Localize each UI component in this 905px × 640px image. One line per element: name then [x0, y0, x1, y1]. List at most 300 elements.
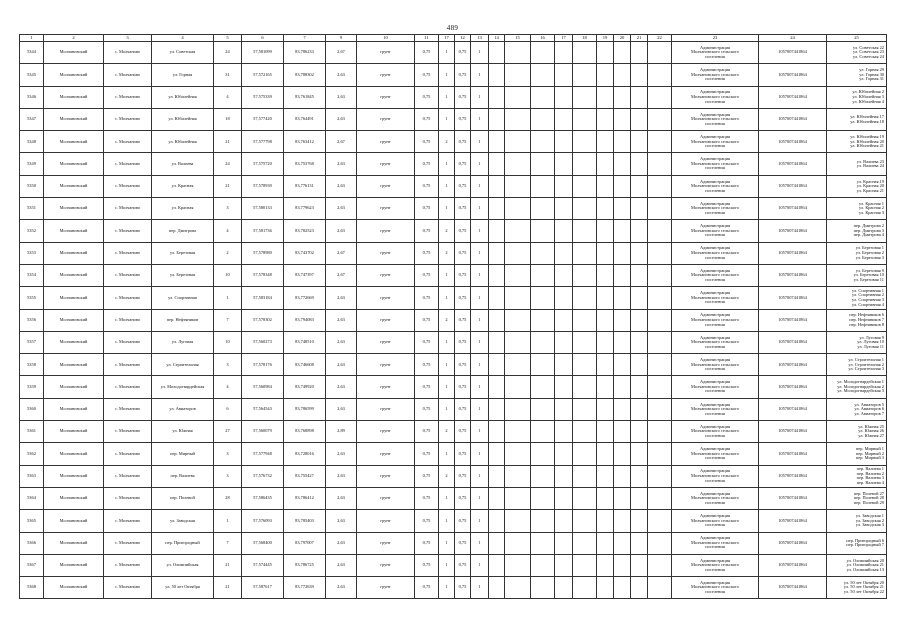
house-cell: 7 — [214, 309, 242, 331]
empty-cell — [505, 264, 531, 286]
owner-line: поселения — [705, 455, 725, 461]
longitude-cell: 83,746608 — [284, 354, 326, 376]
house-cell: 4 — [214, 376, 242, 398]
address-line: пер. Нефтяников 8 — [849, 321, 884, 327]
owner-line: Администрация — [699, 156, 731, 162]
empty-cell — [648, 153, 672, 175]
empty-cell — [573, 510, 597, 532]
address-line: пер. Дмитрова 2 — [853, 223, 884, 229]
address-line: ул. Березовая 9 — [855, 267, 884, 273]
width-cell: 2,67 — [326, 42, 357, 64]
owner-line: Молчановского сельского — [691, 272, 739, 278]
empty-cell — [555, 64, 573, 86]
house-cell: 24 — [214, 42, 242, 64]
address-line: ул. Красная 20 — [856, 183, 884, 189]
longitude-cell: 83,788302 — [284, 64, 326, 86]
owner-line: Молчановского сельского — [691, 160, 739, 166]
value-cell: 1 — [471, 309, 489, 331]
district-cell: Молчановский — [44, 175, 104, 197]
district-cell: Молчановский — [44, 86, 104, 108]
value-cell: 1 — [439, 510, 455, 532]
owner-line: Молчановского сельского — [691, 539, 739, 545]
house-cell: 2 — [214, 242, 242, 264]
ogrn-cell: 1057007441864 — [759, 376, 827, 398]
row-number-cell: 5358 — [20, 354, 44, 376]
row-number-cell: 5351 — [20, 198, 44, 220]
address-line: ул. Березовая 11 — [853, 276, 884, 282]
value-cell: 0,75 — [415, 198, 439, 220]
row-number-cell: 5353 — [20, 242, 44, 264]
empty-cell — [489, 64, 505, 86]
owner-cell — [672, 42, 759, 64]
value-cell: 1 — [439, 175, 455, 197]
table-row — [20, 198, 887, 220]
owner-cell — [672, 376, 759, 398]
latitude-cell: 57,578939 — [242, 175, 284, 197]
empty-cell — [505, 354, 531, 376]
empty-cell — [489, 175, 505, 197]
address-line: ул. Красная 1 — [858, 200, 884, 206]
column-number-cell: 5 — [214, 35, 242, 42]
empty-cell — [631, 42, 648, 64]
address-line: ул. Юбилейная 18 — [850, 118, 884, 124]
longitude-cell: 83,786599 — [284, 398, 326, 420]
empty-cell — [489, 287, 505, 309]
value-cell: 0,75 — [415, 264, 439, 286]
address-line: ул. Юбилейная 21 — [850, 143, 884, 149]
owner-line: Администрация — [699, 133, 731, 139]
street-cell: ул. Строительная — [152, 354, 214, 376]
empty-cell — [555, 421, 573, 443]
longitude-cell: 83,786233 — [284, 42, 326, 64]
empty-cell — [573, 108, 597, 130]
street-cell: пер. Полевой — [152, 487, 214, 509]
owner-line: поселения — [705, 366, 725, 372]
value-cell: 1 — [471, 198, 489, 220]
street-cell: ул. Южная — [152, 421, 214, 443]
empty-cell — [597, 131, 614, 153]
empty-cell — [531, 421, 555, 443]
width-cell: 2,63 — [326, 86, 357, 108]
owner-line: Молчановского сельского — [691, 495, 739, 501]
latitude-cell: 57,577948 — [242, 443, 284, 465]
page-number: 489 — [446, 24, 459, 32]
row-number-cell: 5365 — [20, 510, 44, 532]
row-number-cell: 5347 — [20, 108, 44, 130]
value-cell: 0,75 — [455, 510, 471, 532]
empty-cell — [597, 108, 614, 130]
longitude-cell: 83,761845 — [284, 86, 326, 108]
addresses-cell — [827, 510, 887, 532]
table-row — [20, 331, 887, 353]
empty-cell — [648, 108, 672, 130]
settlement-cell: с. Молчаново — [104, 42, 152, 64]
owner-cell — [672, 331, 759, 353]
empty-cell — [489, 487, 505, 509]
street-cell: ул. Олимпийская — [152, 554, 214, 576]
surface-cell: грунт — [357, 421, 415, 443]
value-cell: 0,75 — [455, 153, 471, 175]
row-number-cell: 5360 — [20, 398, 44, 420]
street-cell: ул. Юбилейная — [152, 131, 214, 153]
district-cell: Молчановский — [44, 287, 104, 309]
width-cell: 2,63 — [326, 376, 357, 398]
owner-line: поселения — [705, 76, 725, 82]
empty-cell — [573, 309, 597, 331]
empty-cell — [648, 131, 672, 153]
house-cell: 1 — [214, 287, 242, 309]
address-line: пер. Мирный 3 — [855, 455, 884, 461]
value-cell: 0,75 — [455, 577, 471, 599]
address-line: пер. Пригородный 7 — [846, 542, 884, 548]
empty-cell — [648, 309, 672, 331]
empty-cell — [573, 86, 597, 108]
owner-line: поселения — [705, 98, 725, 104]
empty-cell — [648, 331, 672, 353]
value-cell: 1 — [471, 242, 489, 264]
empty-cell — [573, 264, 597, 286]
empty-cell — [505, 153, 531, 175]
longitude-cell: 83,747397 — [284, 264, 326, 286]
street-cell: ул. Луговая — [152, 331, 214, 353]
empty-cell — [597, 64, 614, 86]
surface-cell: грунт — [357, 175, 415, 197]
street-cell: пер. Нефтяников — [152, 309, 214, 331]
empty-cell — [505, 220, 531, 242]
empty-cell — [505, 331, 531, 353]
longitude-cell: 83,763412 — [284, 131, 326, 153]
empty-cell — [555, 443, 573, 465]
surface-cell: грунт — [357, 287, 415, 309]
empty-cell — [631, 331, 648, 353]
empty-cell — [489, 532, 505, 554]
address-line: ул. Авиаторов 7 — [854, 410, 884, 416]
row-number-cell: 5359 — [20, 376, 44, 398]
ogrn-cell: 1057007441864 — [759, 153, 827, 175]
value-cell: 0,75 — [455, 287, 471, 309]
empty-cell — [555, 465, 573, 487]
row-number-cell: 5363 — [20, 465, 44, 487]
empty-cell — [648, 220, 672, 242]
house-cell: 31 — [214, 64, 242, 86]
value-cell: 1 — [471, 465, 489, 487]
value-cell: 0,75 — [415, 86, 439, 108]
owner-line: Молчановского сельского — [691, 584, 739, 590]
empty-cell — [597, 421, 614, 443]
street-cell: пер. Пригородный — [152, 532, 214, 554]
address-line: ул. Молодогвардейская 2 — [837, 383, 884, 389]
settlement-cell: с. Молчаново — [104, 443, 152, 465]
address-line: ул. Луговая 9 — [859, 334, 884, 340]
longitude-cell: 83,768898 — [284, 421, 326, 443]
empty-cell — [505, 86, 531, 108]
owner-line: Молчановского сельского — [691, 562, 739, 568]
addresses-cell — [827, 264, 887, 286]
empty-cell — [531, 153, 555, 175]
latitude-cell: 57,586435 — [242, 487, 284, 509]
empty-cell — [555, 86, 573, 108]
settlement-cell: с. Молчаново — [104, 198, 152, 220]
settlement-cell: с. Молчаново — [104, 64, 152, 86]
width-cell: 2,63 — [326, 175, 357, 197]
empty-cell — [631, 421, 648, 443]
address-line: ул. 50 лет Октября 22 — [843, 589, 884, 595]
table-row — [20, 376, 887, 398]
empty-cell — [489, 220, 505, 242]
district-cell: Молчановский — [44, 331, 104, 353]
row-number-cell: 5354 — [20, 264, 44, 286]
empty-cell — [648, 532, 672, 554]
address-line: ул. Горная 30 — [859, 71, 884, 77]
addresses-cell — [827, 443, 887, 465]
district-cell: Молчановский — [44, 398, 104, 420]
settlement-cell: с. Молчаново — [104, 287, 152, 309]
street-cell: ул. Красная — [152, 198, 214, 220]
table-body — [20, 35, 887, 599]
owner-line: поселения — [705, 299, 725, 305]
empty-cell — [505, 554, 531, 576]
value-cell: 1 — [471, 220, 489, 242]
ogrn-cell: 1057007441864 — [759, 131, 827, 153]
settlement-cell: с. Молчаново — [104, 577, 152, 599]
row-number-cell: 5348 — [20, 131, 44, 153]
settlement-cell: с. Молчаново — [104, 331, 152, 353]
owner-line: Администрация — [699, 334, 731, 340]
width-cell: 2,63 — [326, 532, 357, 554]
empty-cell — [555, 108, 573, 130]
ogrn-cell: 1057007441864 — [759, 510, 827, 532]
empty-cell — [489, 577, 505, 599]
ogrn-cell: 1057007441864 — [759, 175, 827, 197]
width-cell: 2,67 — [326, 131, 357, 153]
empty-cell — [555, 153, 573, 175]
value-cell: 0,75 — [455, 354, 471, 376]
empty-cell — [614, 108, 631, 130]
house-cell: 4 — [214, 86, 242, 108]
owner-line: Администрация — [699, 245, 731, 251]
table-row — [20, 42, 887, 64]
empty-cell — [573, 64, 597, 86]
empty-cell — [597, 331, 614, 353]
surface-cell: грунт — [357, 577, 415, 599]
column-number-cell: 16 — [531, 35, 555, 42]
owner-cell — [672, 354, 759, 376]
owner-line: Молчановского сельского — [691, 316, 739, 322]
address-line: пер. Полевой 29 — [853, 499, 884, 505]
addresses-cell — [827, 398, 887, 420]
value-cell: 1 — [471, 153, 489, 175]
width-cell: 2,63 — [326, 577, 357, 599]
house-cell: 7 — [214, 532, 242, 554]
district-cell: Молчановский — [44, 131, 104, 153]
value-cell: 2 — [439, 220, 455, 242]
empty-cell — [505, 42, 531, 64]
street-cell: ул. Советская — [152, 42, 214, 64]
addresses-cell — [827, 86, 887, 108]
ogrn-cell: 1057007441864 — [759, 398, 827, 420]
district-cell: Молчановский — [44, 42, 104, 64]
empty-cell — [505, 376, 531, 398]
empty-cell — [489, 443, 505, 465]
column-number-cell: 11 — [415, 35, 439, 42]
empty-cell — [505, 421, 531, 443]
empty-cell — [614, 153, 631, 175]
column-number-cell: 7 — [284, 35, 326, 42]
empty-cell — [573, 577, 597, 599]
row-number-cell: 5367 — [20, 554, 44, 576]
owner-line: поселения — [705, 566, 725, 572]
street-cell: ул. Березовая — [152, 242, 214, 264]
empty-cell — [614, 398, 631, 420]
owner-line: Молчановского сельского — [691, 71, 739, 77]
address-line: ул. Юбилейная 3 — [852, 93, 884, 99]
column-number-cell: 9 — [326, 35, 357, 42]
empty-cell — [573, 220, 597, 242]
row-number-cell: 5352 — [20, 220, 44, 242]
value-cell: 1 — [471, 64, 489, 86]
empty-cell — [648, 86, 672, 108]
empty-cell — [489, 331, 505, 353]
street-cell: ул. Заводская — [152, 510, 214, 532]
value-cell: 0,75 — [455, 175, 471, 197]
owner-line: Администрация — [699, 200, 731, 206]
width-cell: 2,63 — [326, 398, 357, 420]
table-row — [20, 510, 887, 532]
empty-cell — [531, 220, 555, 242]
address-line: ул. Молодогвардейская 1 — [837, 379, 884, 385]
empty-cell — [631, 354, 648, 376]
empty-cell — [489, 108, 505, 130]
empty-cell — [573, 532, 597, 554]
district-cell: Молчановский — [44, 220, 104, 242]
street-cell: пер. Дмитрова — [152, 220, 214, 242]
address-line: пер. Полевой 27 — [853, 490, 884, 496]
empty-cell — [614, 487, 631, 509]
owner-line: Молчановского сельского — [691, 361, 739, 367]
addresses-cell — [827, 554, 887, 576]
row-number-cell: 5350 — [20, 175, 44, 197]
empty-cell — [597, 309, 614, 331]
ogrn-cell: 1057007441864 — [759, 198, 827, 220]
empty-cell — [531, 287, 555, 309]
surface-cell: грунт — [357, 487, 415, 509]
value-cell: 1 — [471, 175, 489, 197]
ogrn-cell: 1057007441864 — [759, 287, 827, 309]
value-cell: 0,75 — [415, 331, 439, 353]
addresses-cell — [827, 577, 887, 599]
empty-cell — [489, 510, 505, 532]
value-cell: 0,75 — [415, 465, 439, 487]
value-cell: 0,75 — [415, 487, 439, 509]
ogrn-cell: 1057007441864 — [759, 465, 827, 487]
addresses-cell — [827, 532, 887, 554]
empty-cell — [631, 86, 648, 108]
address-line: ул. Березовая 2 — [855, 250, 884, 256]
owner-cell — [672, 465, 759, 487]
empty-cell — [648, 242, 672, 264]
house-cell: 21 — [214, 554, 242, 576]
owner-line: Молчановского сельского — [691, 294, 739, 300]
owner-cell — [672, 443, 759, 465]
table-row — [20, 220, 887, 242]
empty-cell — [648, 487, 672, 509]
settlement-cell: с. Молчаново — [104, 175, 152, 197]
address-line: пер. Нефтяников 7 — [849, 316, 884, 322]
surface-cell: грунт — [357, 64, 415, 86]
empty-cell — [631, 153, 648, 175]
district-cell: Молчановский — [44, 421, 104, 443]
empty-cell — [555, 220, 573, 242]
empty-cell — [489, 153, 505, 175]
longitude-cell: 83,785403 — [284, 510, 326, 532]
empty-cell — [531, 42, 555, 64]
district-cell: Молчановский — [44, 487, 104, 509]
empty-cell — [597, 175, 614, 197]
column-number-cell: 21 — [631, 35, 648, 42]
addresses-cell — [827, 331, 887, 353]
row-number-cell: 5357 — [20, 331, 44, 353]
district-cell: Молчановский — [44, 153, 104, 175]
district-cell: Молчановский — [44, 264, 104, 286]
settlement-cell: с. Молчаново — [104, 242, 152, 264]
empty-cell — [648, 376, 672, 398]
empty-cell — [555, 287, 573, 309]
empty-cell — [614, 465, 631, 487]
width-cell: 2,63 — [326, 443, 357, 465]
value-cell: 1 — [439, 443, 455, 465]
width-cell: 2,63 — [326, 153, 357, 175]
addresses-cell — [827, 198, 887, 220]
owner-line: Администрация — [699, 178, 731, 184]
empty-cell — [555, 510, 573, 532]
house-cell: 21 — [214, 577, 242, 599]
empty-cell — [597, 242, 614, 264]
surface-cell: грунт — [357, 354, 415, 376]
address-line: пер. Дмитрова 3 — [853, 227, 884, 233]
latitude-cell: 57,578980 — [242, 242, 284, 264]
district-cell: Молчановский — [44, 554, 104, 576]
owner-line: поселения — [705, 499, 725, 505]
owner-line: поселения — [705, 589, 725, 595]
ogrn-cell: 1057007441864 — [759, 108, 827, 130]
empty-cell — [505, 175, 531, 197]
owner-line: поселения — [705, 544, 725, 550]
empty-cell — [648, 398, 672, 420]
empty-cell — [648, 64, 672, 86]
empty-cell — [573, 175, 597, 197]
column-number-cell: 6 — [242, 35, 284, 42]
address-line: ул. Березовая 10 — [853, 272, 884, 278]
empty-cell — [597, 287, 614, 309]
address-line: ул. Горная 29 — [859, 67, 884, 73]
settlement-cell: с. Молчаново — [104, 220, 152, 242]
value-cell: 2 — [439, 465, 455, 487]
settlement-cell: с. Молчаново — [104, 532, 152, 554]
empty-cell — [531, 443, 555, 465]
row-number-cell: 5356 — [20, 309, 44, 331]
ogrn-cell: 1057007441864 — [759, 86, 827, 108]
empty-cell — [597, 532, 614, 554]
value-cell: 1 — [471, 443, 489, 465]
address-line: ул. Строительная 3 — [848, 366, 884, 372]
street-cell: пер. Валиева — [152, 465, 214, 487]
column-number-cell: 13 — [471, 35, 489, 42]
settlement-cell: с. Молчаново — [104, 86, 152, 108]
width-cell: 2,63 — [326, 309, 357, 331]
width-cell: 2,63 — [326, 198, 357, 220]
empty-cell — [555, 331, 573, 353]
empty-cell — [631, 376, 648, 398]
